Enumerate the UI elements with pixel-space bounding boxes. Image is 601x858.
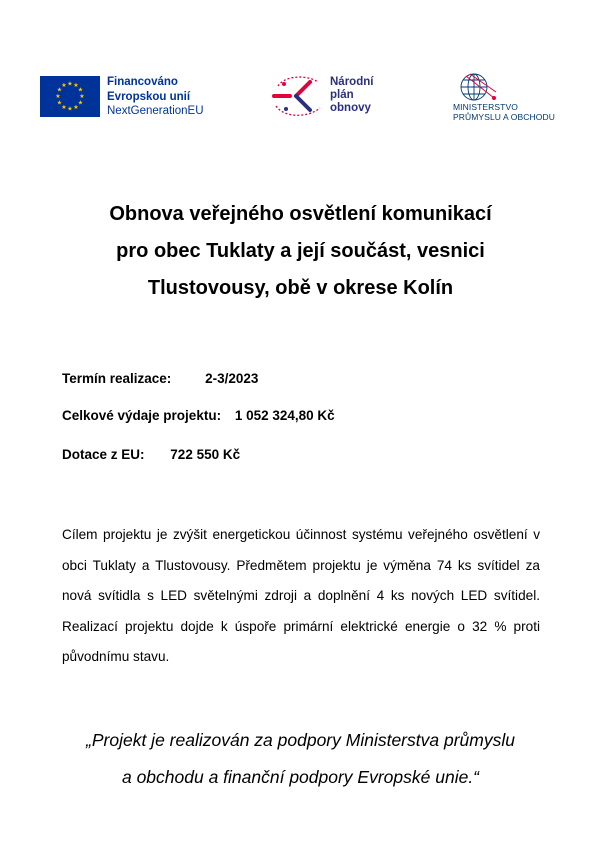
vydaje-value: 1 052 324,80 Kč bbox=[234, 408, 335, 423]
svg-text:★: ★ bbox=[55, 93, 61, 100]
svg-text:★: ★ bbox=[61, 82, 67, 89]
svg-text:★: ★ bbox=[67, 105, 73, 113]
vydaje-row bbox=[62, 408, 335, 423]
svg-text:★: ★ bbox=[73, 82, 79, 89]
project-description: Cílem projektu je zvýšit energetickou účinnost systému veřejného osvětlení v obci Tuklaty a Tlustovousy. Předmětem projektu je výměna 74 ks svítidel za nová svítidla s LED světelnými zdroji a doplnění 4 ks nových LED svítidel. Realizací projektu dojde k úspoře primární elektrické energie o 32 % proti původnímu stavu. bbox=[62, 527, 540, 664]
eu-funding-label bbox=[107, 75, 204, 119]
funding-quote bbox=[30, 722, 571, 796]
dotace-row bbox=[62, 447, 240, 462]
svg-text:★: ★ bbox=[77, 99, 84, 107]
vydaje-label: Celkové výdaje projektu: bbox=[62, 408, 222, 423]
eu-line-3: NextGenerationEU bbox=[107, 105, 204, 117]
termin-label: Termín realizace: bbox=[62, 371, 172, 386]
svg-text:★: ★ bbox=[79, 93, 85, 100]
title-line-1: Obnova veřejného osvětlení komunikací bbox=[109, 203, 492, 225]
quote-line-1: „Projekt je realizován za podpory Ministerstva průmyslu bbox=[86, 730, 515, 750]
title-line-3: Tlustovousy, obě v okrese Kolín bbox=[147, 277, 454, 299]
svg-text:★: ★ bbox=[56, 86, 63, 94]
eu-line-2: Evropskou unií bbox=[107, 90, 191, 103]
ministry-label bbox=[453, 102, 555, 122]
eu-flag-icon bbox=[40, 76, 100, 117]
svg-text:★: ★ bbox=[67, 80, 73, 88]
termin-row bbox=[62, 371, 258, 386]
termin-value: 2-3/2023 bbox=[205, 371, 259, 386]
npo-line-3: obnovy bbox=[330, 102, 371, 114]
quote-line-2: a obchodu a finanční podpory Evropské unie.“ bbox=[121, 767, 480, 787]
svg-text:★: ★ bbox=[77, 86, 84, 94]
svg-text:★: ★ bbox=[56, 99, 63, 107]
npo-line-2: plán bbox=[330, 89, 354, 101]
ministry-globe-icon bbox=[452, 70, 508, 104]
document-title bbox=[40, 196, 561, 307]
mpo-line-2: PRŮMYSLU A OBCHODU bbox=[453, 112, 555, 122]
dotace-label: Dotace z EU: bbox=[62, 447, 145, 462]
npo-line-1: Národní bbox=[330, 76, 374, 88]
npo-label bbox=[330, 76, 373, 115]
title-line-2: pro obec Tuklaty a její součást, vesnici bbox=[116, 240, 485, 262]
mpo-line-1: MINISTERSTVO bbox=[453, 102, 518, 112]
eu-line-1: Financováno bbox=[107, 76, 178, 88]
logo-bar bbox=[0, 70, 601, 130]
dotace-value: 722 550 Kč bbox=[170, 447, 241, 462]
svg-text:★: ★ bbox=[73, 104, 79, 111]
svg-text:★: ★ bbox=[61, 104, 67, 111]
narodni-plan-obnovy-icon bbox=[266, 72, 328, 120]
